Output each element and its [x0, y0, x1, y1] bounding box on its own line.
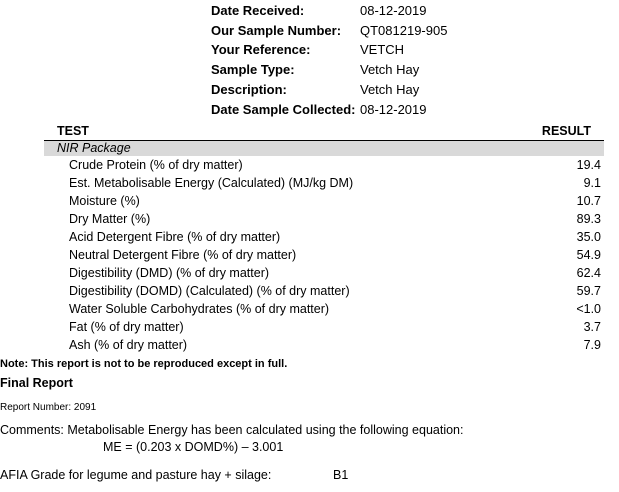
final-report-heading: Final Report	[0, 376, 73, 390]
table-row-value: 59.7	[576, 284, 601, 298]
reproduction-note: Note: This report is not to be reproduced except in full.	[0, 358, 288, 370]
table-row-name: Est. Metabolisable Energy (Calculated) (MJ/kg DM)	[69, 176, 354, 190]
result-column-header: RESULT	[541, 124, 591, 138]
description-label: Description:	[211, 82, 287, 97]
table-row-name: Digestibility (DMD) (% of dry matter)	[69, 266, 270, 280]
afia-grade-label: AFIA Grade for legume and pasture hay + silage:	[0, 468, 272, 482]
me-equation: ME = (0.203 x DOMD%) – 3.001	[103, 440, 284, 454]
your-reference-value: VETCH	[360, 42, 405, 57]
sample-number-label: Our Sample Number:	[211, 23, 342, 38]
table-row-name: Dry Matter (%)	[69, 212, 151, 226]
date-received-label: Date Received:	[211, 3, 305, 18]
package-label: NIR Package	[57, 141, 131, 155]
date-collected-value: 08-12-2019	[360, 102, 427, 117]
table-row-value: <1.0	[576, 302, 601, 316]
table-row-value: 54.9	[576, 248, 601, 262]
comments-text: Comments: Metabolisable Energy has been calculated using the following equation:	[0, 423, 464, 437]
table-row-value: 89.3	[576, 212, 601, 226]
date-collected-label: Date Sample Collected:	[211, 102, 356, 117]
sample-number-value: QT081219-905	[360, 23, 448, 38]
table-row-name: Water Soluble Carbohydrates (% of dry matter)	[69, 302, 330, 316]
table-row-value: 35.0	[576, 230, 601, 244]
table-row-name: Crude Protein (% of dry matter)	[69, 158, 243, 172]
table-row-value: 3.7	[583, 320, 601, 334]
table-row-name: Acid Detergent Fibre (% of dry matter)	[69, 230, 281, 244]
table-row-name: Moisture (%)	[69, 194, 140, 208]
table-row-name: Fat (% of dry matter)	[69, 320, 184, 334]
table-row-name: Digestibility (DOMD) (Calculated) (% of dry matter)	[69, 284, 350, 298]
your-reference-label: Your Reference:	[211, 42, 311, 57]
test-column-header: TEST	[57, 124, 89, 138]
table-row-value: 9.1	[583, 176, 601, 190]
sample-type-label: Sample Type:	[211, 62, 295, 77]
sample-type-value: Vetch Hay	[360, 62, 420, 77]
report-number: Report Number: 2091	[0, 402, 97, 413]
table-row-name: Ash (% of dry matter)	[69, 338, 188, 352]
description-value: Vetch Hay	[360, 82, 420, 97]
afia-grade-value: B1	[333, 468, 349, 482]
table-row-value: 19.4	[576, 158, 601, 172]
table-row-value: 7.9	[583, 338, 601, 352]
table-row-name: Neutral Detergent Fibre (% of dry matter)	[69, 248, 297, 262]
date-received-value: 08-12-2019	[360, 3, 427, 18]
table-row-value: 10.7	[576, 194, 601, 208]
table-row-value: 62.4	[576, 266, 601, 280]
